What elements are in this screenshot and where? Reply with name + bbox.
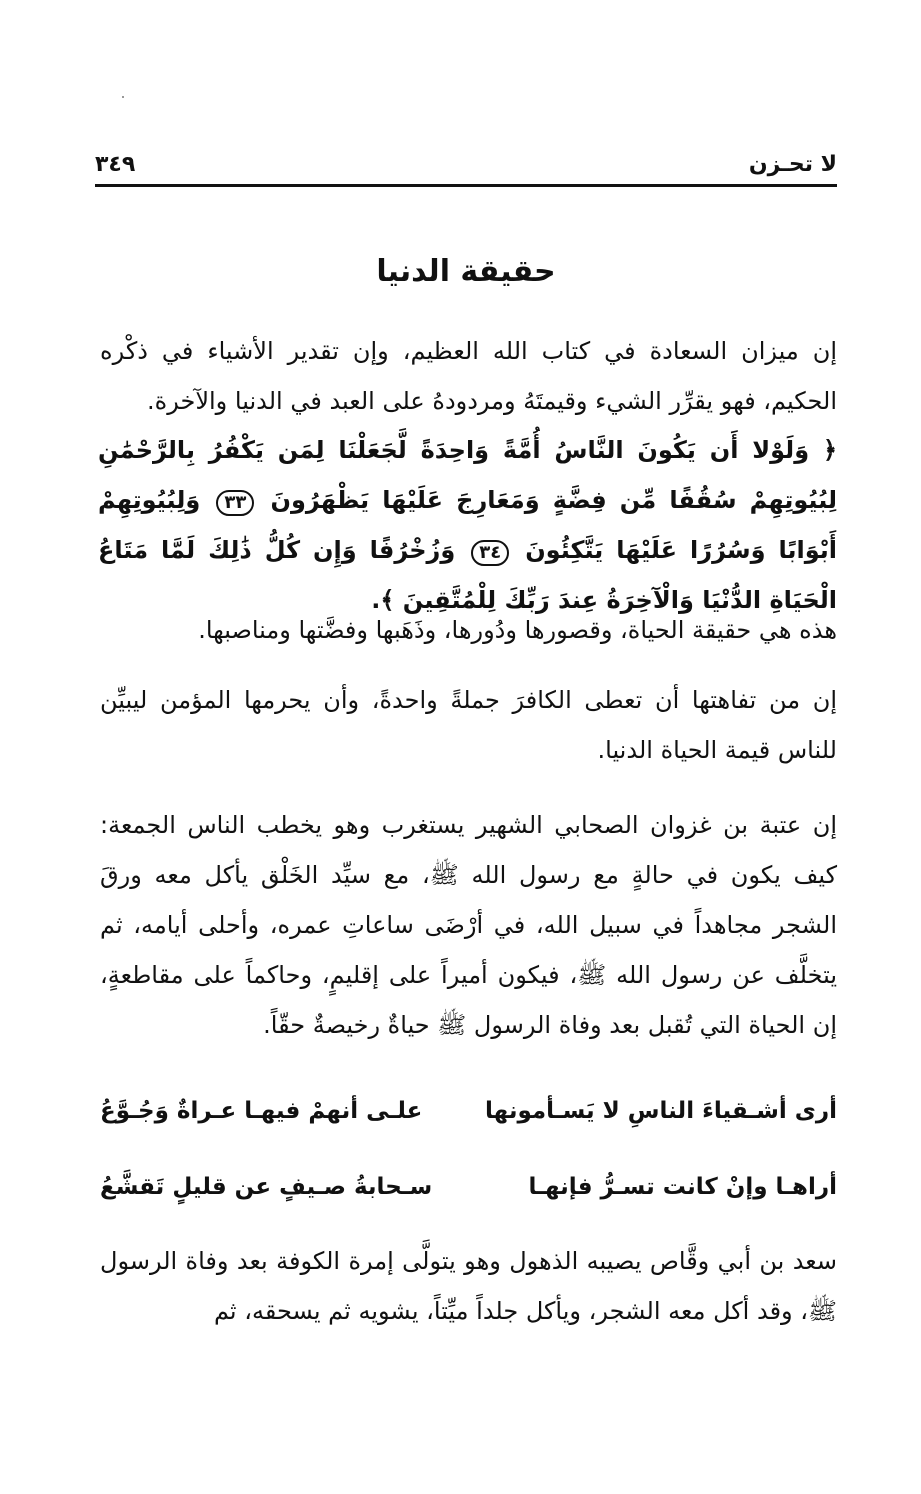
poem-verse (100, 1098, 837, 1138)
quran-verse-part: وَزُخْرُفًا وَإِن كُلُّ ذَٰلِكَ لَمَّا مَتَاعُ الْحَيَاةِ الدُّنْيَا وَالْآخِرَةُ عِندَ رَبِّكَ لِلْمُتَّقِينَ ﴾. (98, 536, 837, 614)
poem-second-hemistich: سـحابةُ صـيفٍ عن قليلٍ تَقشَّعُ (100, 1174, 433, 1200)
running-header (95, 150, 837, 187)
paragraph-reality: هذه هي حقيقة الحياة، وقصورها ودُورها، وذَهَبها وفضَّتها ومناصبها. (198, 616, 837, 644)
quran-verse (98, 425, 837, 625)
paragraph-triviality: إن من تفاهتها أن تعطى الكافرَ جملةً واحدةً، وأن يحرمها المؤمن ليبيِّن للناس قيمة الحياة الدنيا. (100, 686, 837, 764)
page-number: ٣٤٩ (95, 152, 136, 177)
scan-speck (122, 96, 124, 98)
ayah-number-marker: ٣٣ (216, 490, 254, 516)
book-title: لا تحـزن (748, 152, 837, 177)
poem-verse (100, 1174, 837, 1214)
poem-first-hemistich: أرى أشـقياءَ الناسِ لا يَسـأمونها (485, 1098, 837, 1124)
paragraph-saad: سعد بن أبي وقَّاص يصيبه الذهول وهو يتولَّى إمرة الكوفة بعد وفاة الرسول ﷺ، وقد أكل معه الشجر، ويأكل جلداً ميِّتاً، يشويه ثم يسحقه، ثم (100, 1247, 837, 1325)
chapter-title: حقيقة الدنيا (376, 254, 556, 289)
quran-verse-part: وَلِبُيُوتِهِمْ أَبْوَابًا وَسُرُرًا عَلَيْهَا يَتَّكِئُونَ (98, 486, 837, 564)
ayah-number-marker: ٣٤ (471, 540, 509, 566)
paragraph-utbah: إن عتبة بن غزوان الصحابي الشهير يستغرب وهو يخطب الناس الجمعة: كيف يكون في حالةٍ مع رسول الله ﷺ، مع سيِّد الخَلْق يأكل معه ورقَ الشجر مجاهداً في سبيل الله، في أرْضَى ساعاتِ عمره، وأحلى أيامه، ثم يتخلَّف عن رسول الله ﷺ، فيكون أميراً على إقليمٍ، وحاكماً على مقاطعةٍ، إن الحياة التي تُقبل بعد وفاة الرسول ﷺ حياةٌ رخيصةٌ حقّاً. (100, 811, 837, 1039)
poem-second-hemistich: علـى أنهمْ فيهـا عـراةٌ وَجُـوَّعُ (100, 1098, 423, 1124)
paragraph-intro: إن ميزان السعادة في كتاب الله العظيم، وإن تقدير الأشياء في ذكْره الحكيم، فهو يقرِّر الشيء وقيمتَهُ ومردودهُ على العبد في الدنيا والآخرة. (100, 337, 837, 415)
poem-first-hemistich: أراهـا وإنْ كانت تسـرُّ فإنهـا (528, 1174, 837, 1200)
quran-verse-part: ﴿ وَلَوْلا أَن يَكُونَ النَّاسُ أُمَّةً وَاحِدَةً لَّجَعَلْنَا لِمَن يَكْفُرُ بِالرَّحْمَٰنِ لِبُيُوتِهِمْ سُقُفًا مِّن فِضَّةٍ وَمَعَارِجَ عَلَيْهَا يَظْهَرُونَ (98, 436, 838, 514)
